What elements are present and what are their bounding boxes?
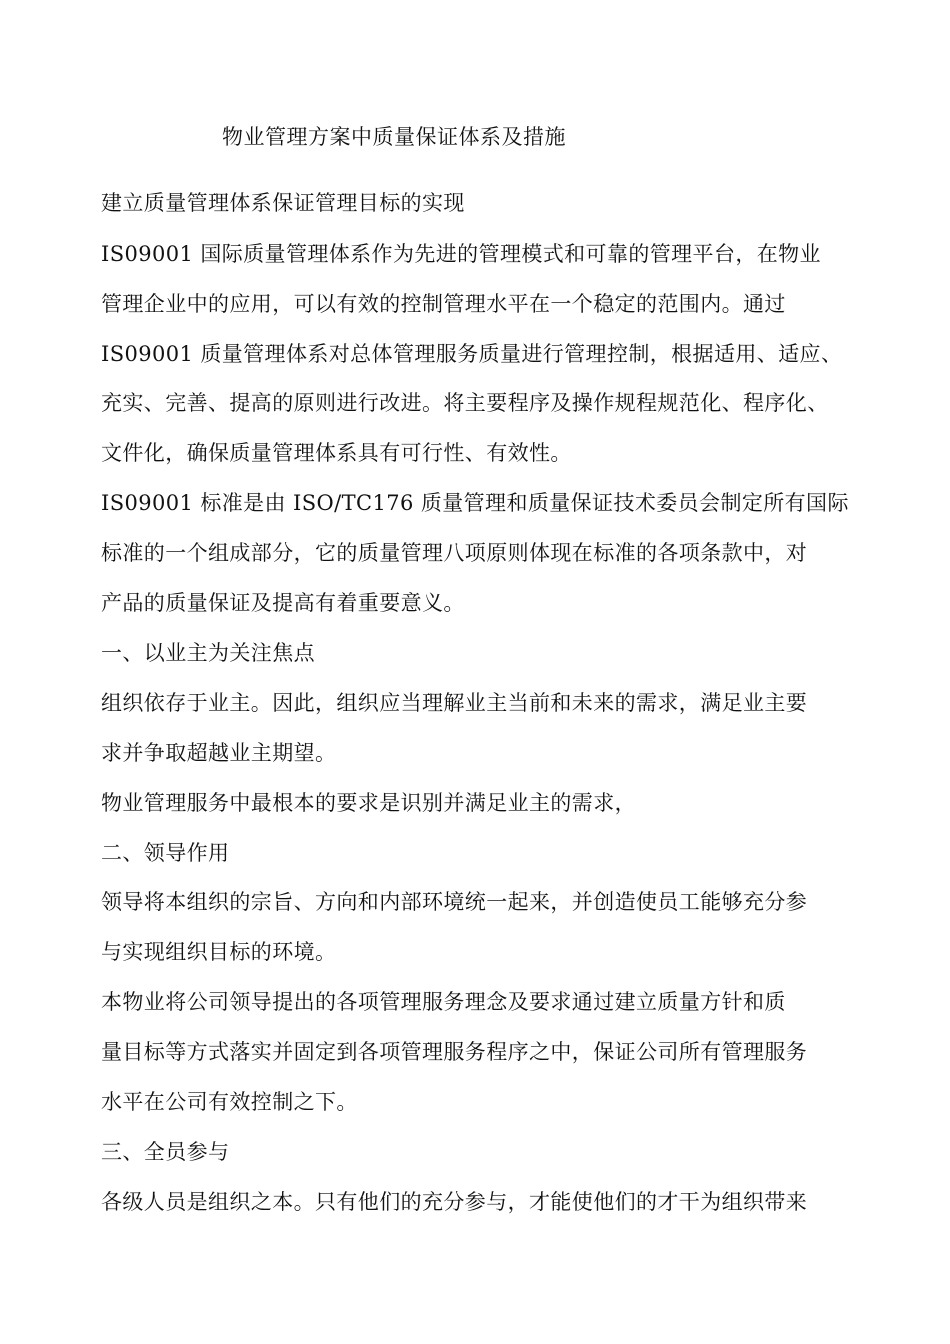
- paragraph-line: 水平在公司有效控制之下。: [101, 1090, 358, 1114]
- section-heading: 建立质量管理体系保证管理目标的实现: [101, 191, 465, 215]
- paragraph-line: 与实现组织目标的环境。: [101, 940, 337, 964]
- section-heading: 三、全员参与: [101, 1140, 230, 1164]
- paragraph-line: 产品的质量保证及提高有着重要意义。: [101, 591, 465, 615]
- document-title: 物业管理方案中质量保证体系及措施: [222, 125, 566, 149]
- paragraph-line: 本物业将公司领导提出的各项管理服务理念及要求通过建立质量方针和质: [101, 990, 786, 1014]
- paragraph-line: IS09001 国际质量管理体系作为先进的管理模式和可靠的管理平台，在物业: [101, 242, 821, 266]
- paragraph-line: 管理企业中的应用，可以有效的控制管理水平在一个稳定的范围内。通过: [101, 292, 786, 316]
- paragraph-line: 文件化，确保质量管理体系具有可行性、有效性。: [101, 441, 572, 465]
- paragraph-line: 量目标等方式落实并固定到各项管理服务程序之中，保证公司所有管理服务: [101, 1040, 808, 1064]
- section-heading: 二、领导作用: [101, 841, 230, 865]
- paragraph-line: 标准的一个组成部分，它的质量管理八项原则体现在标准的各项条款中，对: [101, 541, 808, 565]
- paragraph-line: 各级人员是组织之本。只有他们的充分参与，才能使他们的才干为组织带来: [101, 1190, 808, 1214]
- paragraph-line: 领导将本组织的宗旨、方向和内部环境统一起来，并创造使员工能够充分参: [101, 890, 808, 914]
- paragraph-line: 求并争取超越业主期望。: [101, 741, 337, 765]
- paragraph-line: IS09001 标准是由 ISO/TC176 质量管理和质量保证技术委员会制定所有国际: [101, 491, 849, 515]
- paragraph-line: IS09001 质量管理体系对总体管理服务质量进行管理控制，根据适用、适应、: [101, 342, 843, 366]
- paragraph-line: 充实、完善、提高的原则进行改进。将主要程序及操作规程规范化、程序化、: [101, 391, 829, 415]
- paragraph-line: 组织依存于业主。因此，组织应当理解业主当前和未来的需求，满足业主要: [101, 691, 808, 715]
- section-heading: 一、以业主为关注焦点: [101, 641, 315, 665]
- paragraph-line: 物业管理服务中最根本的要求是识别并满足业主的需求，: [101, 791, 636, 815]
